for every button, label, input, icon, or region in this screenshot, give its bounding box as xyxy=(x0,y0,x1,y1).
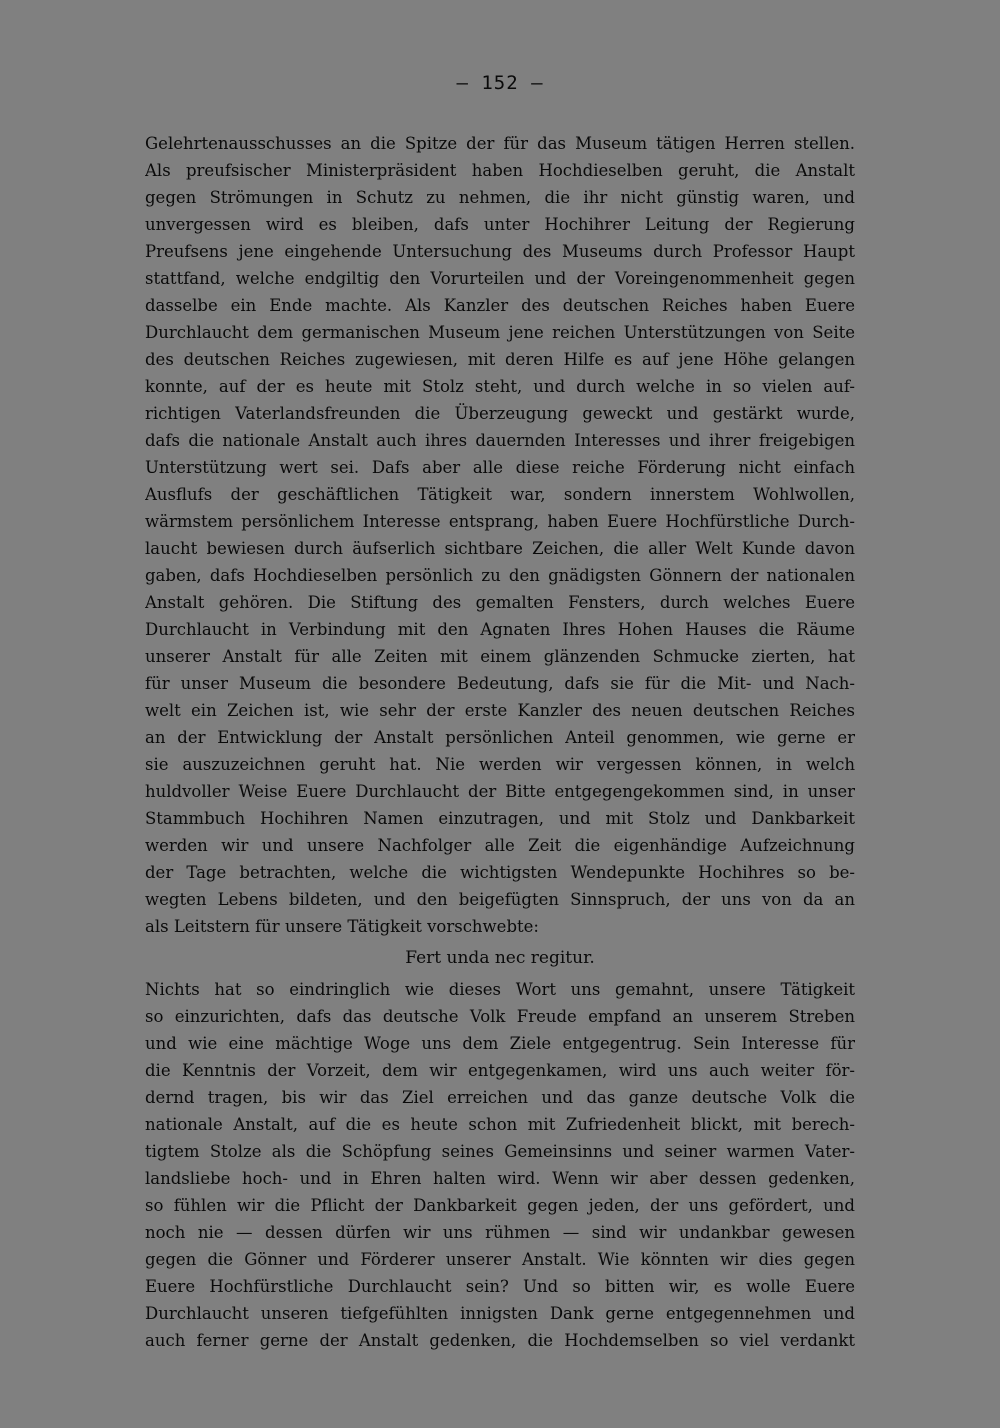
text-line: noch nie — dessen dürfen wir uns rühmen — sind wir undankbar gewesen xyxy=(145,1223,855,1242)
text-line: für unser Museum die besondere Bedeutung, dafs sie für die Mit- und Nach- xyxy=(145,674,855,693)
paragraph-1 xyxy=(145,130,855,940)
text-line: Durchlaucht in Verbindung mit den Agnaten Ihres Hohen Hauses die Räume xyxy=(145,620,855,639)
text-line: Durchlaucht dem germanischen Museum jene reichen Unterstützungen von Seite xyxy=(145,323,855,342)
text-line: gaben, dafs Hochdieselben persönlich zu den gnädigsten Gönnern der nationalen xyxy=(145,566,855,585)
text-line: richtigen Vaterlandsfreunden die Überzeugung geweckt und gestärkt wurde, xyxy=(145,404,855,423)
text-line: der Tage betrachten, welche die wichtigsten Wendepunkte Hochihres so be- xyxy=(145,863,855,882)
text-line: wärmstem persönlichem Interesse entsprang, haben Euere Hochfürstliche Durch- xyxy=(145,512,855,531)
text-line: Als preufsischer Ministerpräsident haben Hochdieselben geruht, die Anstalt xyxy=(145,161,855,180)
text-line: landsliebe hoch- und in Ehren halten wird. Wenn wir aber dessen gedenken, xyxy=(145,1169,855,1188)
paragraph-2 xyxy=(145,976,855,1354)
text-line: dernd tragen, bis wir das Ziel erreichen und das ganze deutsche Volk die xyxy=(145,1088,855,1107)
text-line: an der Entwicklung der Anstalt persönlichen Anteil genommen, wie gerne er xyxy=(145,728,855,747)
text-line: laucht bewiesen durch äufserlich sichtbare Zeichen, die aller Welt Kunde davon xyxy=(145,539,855,558)
text-line: als Leitstern für unsere Tätigkeit vorschwebte: xyxy=(145,917,539,936)
text-line: auch ferner gerne der Anstalt gedenken, die Hochdemselben so viel verdankt xyxy=(145,1331,855,1350)
text-line: dasselbe ein Ende machte. Als Kanzler des deutschen Reiches haben Euere xyxy=(145,296,855,315)
text-line: Gelehrtenausschusses an die Spitze der für das Museum tätigen Herren stellen. xyxy=(145,134,855,153)
text-line: so fühlen wir die Pflicht der Dankbarkeit gegen jeden, der uns gefördert, und xyxy=(145,1196,855,1215)
text-line: unvergessen wird es bleiben, dafs unter Hochihrer Leitung der Regierung xyxy=(145,215,855,234)
text-line: huldvoller Weise Euere Durchlaucht der Bitte entgegengekommen sind, in unser xyxy=(145,782,855,801)
text-line: stattfand, welche endgiltig den Vorurteilen und der Voreingenommenheit gegen xyxy=(145,269,855,288)
text-line: Unterstützung wert sei. Dafs aber alle diese reiche Förderung nicht einfach xyxy=(145,458,855,477)
text-line: nationale Anstalt, auf die es heute schon mit Zufriedenheit blickt, mit berech- xyxy=(145,1115,855,1134)
text-line: und wie eine mächtige Woge uns dem Ziele entgegentrug. Sein Interesse für xyxy=(145,1034,855,1053)
text-line: tigtem Stolze als die Schöpfung seines Gemeinsinns und seiner warmen Vater- xyxy=(145,1142,855,1161)
text-line: welt ein Zeichen ist, wie sehr der erste Kanzler des neuen deutschen Reiches xyxy=(145,701,855,720)
text-line: gegen Strömungen in Schutz zu nehmen, die ihr nicht günstig waren, und xyxy=(145,188,855,207)
text-line: dafs die nationale Anstalt auch ihres dauernden Interesses und ihrer freigebigen xyxy=(145,431,855,450)
text-line: so einzurichten, dafs das deutsche Volk Freude empfand an unserem Streben xyxy=(145,1007,855,1026)
text-line: Durchlaucht unseren tiefgefühlten innigsten Dank gerne entgegennehmen und xyxy=(145,1304,855,1323)
text-line: wegten Lebens bildeten, und den beigefügten Sinnspruch, der uns von da an xyxy=(145,890,855,909)
text-line: Euere Hochfürstliche Durchlaucht sein? Und so bitten wir, es wolle Euere xyxy=(145,1277,855,1296)
text-line: sie auszuzeichnen geruht hat. Nie werden wir vergessen können, in welch xyxy=(145,755,855,774)
text-line: Stammbuch Hochihren Namen einzutragen, und mit Stolz und Dankbarkeit xyxy=(145,809,855,828)
text-line: Ausflufs der geschäftlichen Tätigkeit war, sondern innerstem Wohlwollen, xyxy=(145,485,855,504)
page-number: — 152 — xyxy=(456,72,544,94)
text-line: des deutschen Reiches zugewiesen, mit deren Hilfe es auf jene Höhe gelangen xyxy=(145,350,855,369)
text-line: konnte, auf der es heute mit Stolz steht, und durch welche in so vielen auf- xyxy=(145,377,855,396)
text-line: Nichts hat so eindringlich wie dieses Wort uns gemahnt, unsere Tätigkeit xyxy=(145,980,855,999)
text-line: unserer Anstalt für alle Zeiten mit einem glänzenden Schmucke zierten, hat xyxy=(145,647,855,666)
text-line: werden wir und unsere Nachfolger alle Zeit die eigenhändige Aufzeichnung xyxy=(145,836,855,855)
text-line: gegen die Gönner und Förderer unserer Anstalt. Wie könnten wir dies gegen xyxy=(145,1250,855,1269)
text-line: Preufsens jene eingehende Untersuchung des Museums durch Professor Haupt xyxy=(145,242,855,261)
text-line: Anstalt gehören. Die Stiftung des gemalten Fensters, durch welches Euere xyxy=(145,593,855,612)
motto: Fert unda nec regitur. xyxy=(405,948,595,968)
text-line: die Kenntnis der Vorzeit, dem wir entgegenkamen, wird uns auch weiter för- xyxy=(145,1061,855,1080)
